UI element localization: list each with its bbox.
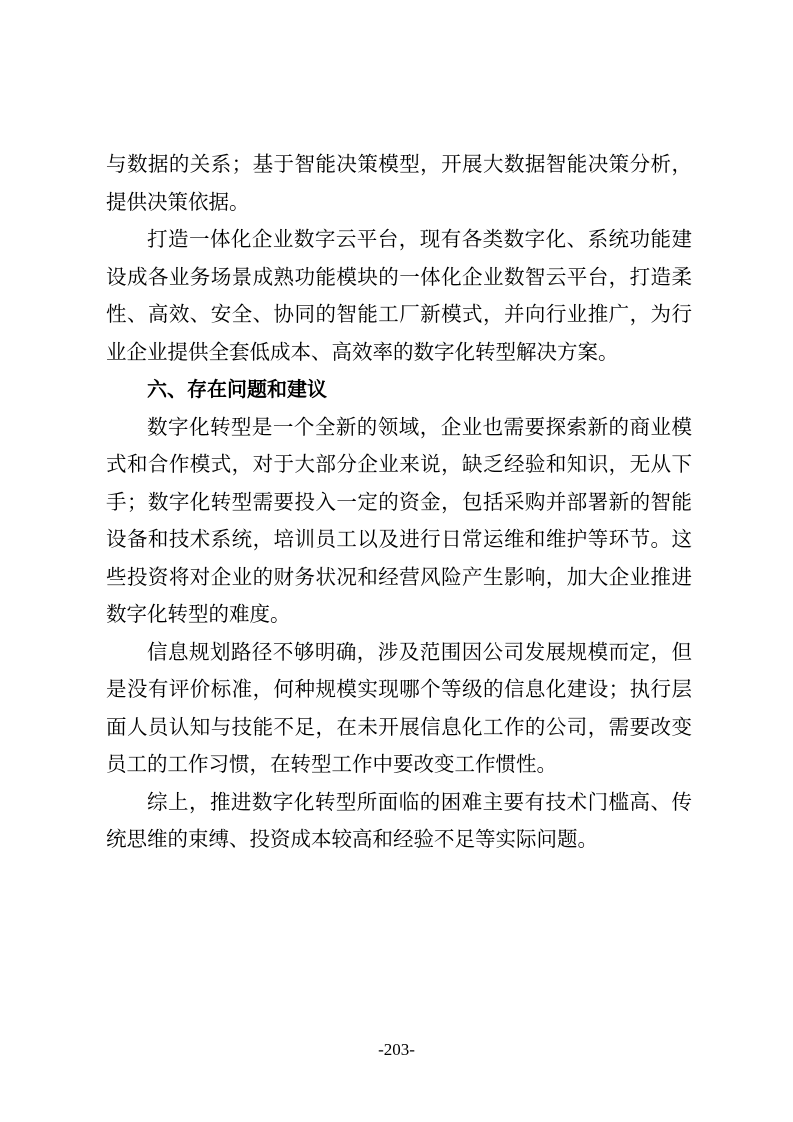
paragraph-line: 是没有评价标准，何种规模实现哪个等级的信息化建设；执行层 — [106, 677, 692, 701]
paragraph-line: 些投资将对企业的财务状况和经营风险产生影响，加大企业推进 — [106, 564, 692, 589]
paragraph-line: 打造一体化企业数字云平台，现有各类数字化、系统功能建 — [147, 227, 692, 251]
body-text — [106, 146, 692, 859]
paragraph-line: 设成各业务场景成熟功能模块的一体化企业数智云平台，打造柔 — [106, 264, 692, 289]
paragraph-line: 式和合作模式，对于大部分企业来说，缺乏经验和知识，无从下 — [106, 452, 692, 476]
paragraph-line: 性、高效、安全、协同的智能工厂新模式，并向行业推广，为行 — [106, 302, 692, 326]
page-number: -203- — [378, 1040, 415, 1059]
paragraph-line: 数字化转型是一个全新的领域，企业也需要探索新的商业模 — [147, 414, 692, 439]
paragraph-line: 综上，推进数字化转型所面临的困难主要有技术门槛高、传 — [147, 789, 692, 814]
paragraph-line: 与数据的关系；基于智能决策模型，开展大数据智能决策分析， — [106, 152, 692, 176]
paragraph-line: 员工的工作习惯，在转型工作中要改变工作惯性。 — [106, 752, 557, 776]
section-heading: 六、存在问题和建议 — [147, 377, 327, 401]
paragraph-line: 面人员认知与技能不足，在未开展信息化工作的公司，需要改变 — [106, 714, 692, 739]
paragraph-line: 设备和技术系统，培训员工以及进行日常运维和维护等环节。这 — [106, 527, 692, 551]
paragraph-line: 统思维的束缚、投资成本较高和经验不足等实际问题。 — [106, 827, 598, 851]
paragraph-line: 信息规划路径不够明确，涉及范围因公司发展规模而定，但 — [147, 639, 692, 664]
paragraph-line: 数字化转型的难度。 — [106, 602, 291, 626]
paragraph-line: 提供决策依据。 — [106, 189, 250, 214]
paragraph-line: 业企业提供全套低成本、高效率的数字化转型解决方案。 — [106, 339, 619, 364]
paragraph-line: 手；数字化转型需要投入一定的资金，包括采购并部署新的智能 — [106, 489, 692, 514]
